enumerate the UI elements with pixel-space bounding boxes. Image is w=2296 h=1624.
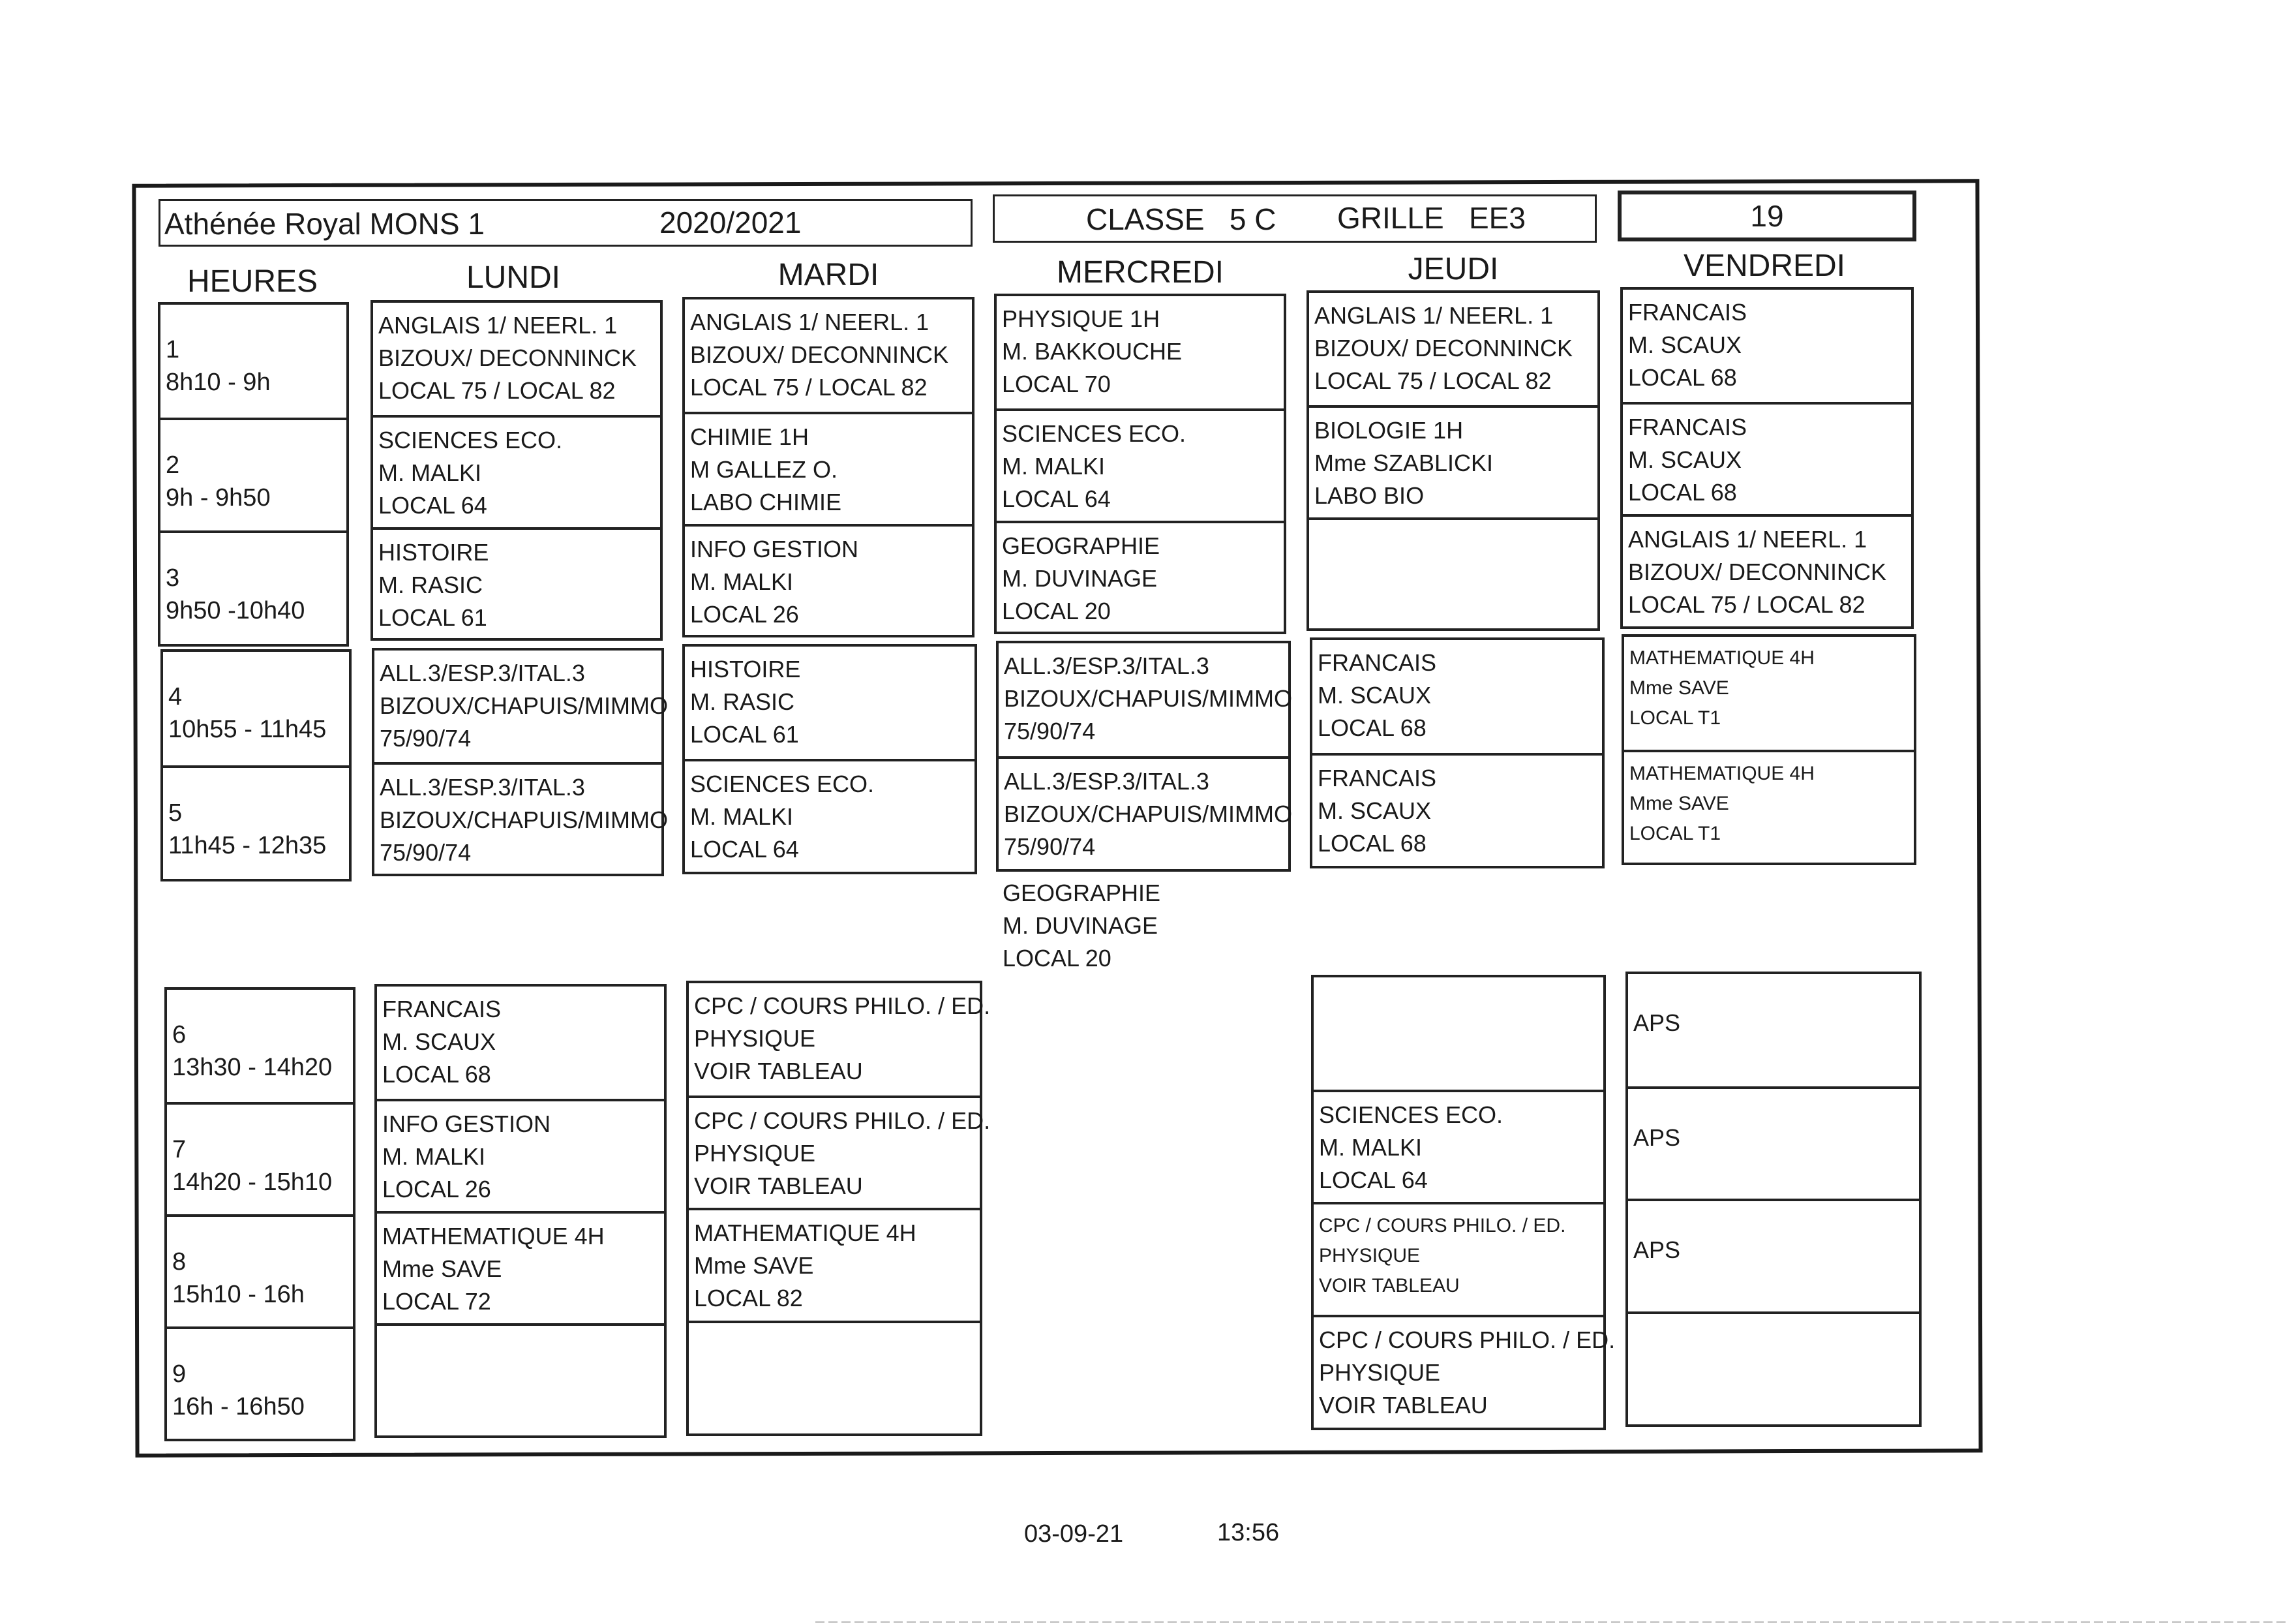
course-subject: ALL.3/ESP.3/ITAL.3 — [1004, 652, 1209, 679]
course-subject: SCIENCES ECO. — [1319, 1101, 1503, 1128]
course-subject: ANGLAIS 1/ NEERL. 1 — [690, 309, 929, 335]
course-teacher: PHYSIQUE — [694, 1025, 816, 1052]
hour-cell — [167, 1214, 353, 1326]
heading-mardi: MARDI — [778, 258, 879, 292]
vendredi-morning-block-2 — [1622, 634, 1916, 865]
hour-cell — [160, 530, 346, 641]
course-subject: HISTOIRE — [378, 539, 489, 566]
course-room: LABO CHIMIE — [690, 489, 842, 515]
mercredi-morning-block-1 — [994, 294, 1286, 634]
course-cell — [997, 296, 1284, 408]
course-cell — [373, 415, 660, 527]
course-cell — [1314, 1315, 1616, 1428]
course-cell — [1623, 514, 1911, 626]
lundi-afternoon-block — [374, 984, 667, 1438]
course-subject: INFO GESTION — [690, 536, 859, 562]
school-name: Athénée Royal MONS 1 — [164, 207, 485, 241]
course-cell — [689, 983, 991, 1095]
course-teacher: M. MALKI — [690, 803, 794, 830]
course-room: LOCAL 64 — [378, 492, 487, 519]
course-subject: INFO GESTION — [382, 1111, 551, 1137]
course-subject: APS — [1633, 1236, 1681, 1263]
course-subject: BIOLOGIE 1H — [1314, 417, 1464, 444]
mardi-morning-block-1 — [682, 297, 974, 637]
course-cell — [997, 521, 1284, 632]
course-subject: APS — [1633, 1009, 1681, 1036]
course-cell — [1628, 1199, 1919, 1311]
course-room: VOIR TABLEAU — [1319, 1392, 1488, 1418]
empty-cell — [1628, 1311, 1919, 1424]
school-year: 2020/2021 — [659, 206, 802, 239]
course-subject: FRANCAIS — [1628, 414, 1747, 440]
course-subject: CPC / COURS PHILO. / ED. — [1319, 1215, 1566, 1236]
period-time: 9h - 9h50 — [166, 484, 271, 512]
course-room: LOCAL 26 — [690, 601, 799, 628]
period-number: 4 — [168, 683, 183, 711]
course-room: LOCAL 68 — [1628, 364, 1737, 391]
course-room: LOCAL 82 — [694, 1285, 803, 1311]
course-cell — [373, 303, 660, 415]
period-number: 3 — [166, 564, 180, 592]
period-number: 8 — [172, 1248, 187, 1276]
hour-cell — [160, 418, 346, 530]
course-cell — [1623, 402, 1911, 514]
course-room: LOCAL 61 — [378, 604, 487, 631]
period-number: 1 — [166, 336, 180, 363]
hour-cell — [167, 1102, 353, 1214]
course-subject: ANGLAIS 1/ NEERL. 1 — [378, 312, 618, 339]
hour-cell — [160, 305, 346, 418]
course-subject: APS — [1633, 1124, 1681, 1151]
course-subject: ALL.3/ESP.3/ITAL.3 — [380, 774, 585, 801]
course-room: LOCAL 75 / LOCAL 82 — [378, 377, 616, 404]
course-teacher: Mme SAVE — [382, 1255, 502, 1282]
course-room: LOCAL 68 — [1318, 714, 1427, 741]
course-subject: ALL.3/ESP.3/ITAL.3 — [1004, 768, 1209, 795]
course-cell — [999, 756, 1293, 869]
course-teacher: M GALLEZ O. — [690, 456, 838, 483]
page-number: 19 — [1750, 199, 1784, 233]
course-cell — [373, 527, 660, 638]
course-teacher: M. SCAUX — [1318, 682, 1432, 709]
hour-cell — [167, 990, 353, 1102]
period-number: 9 — [172, 1360, 187, 1388]
course-teacher: Mme SAVE — [694, 1252, 814, 1279]
course-cell — [377, 1211, 664, 1323]
heading-vendredi: VENDREDI — [1683, 249, 1846, 283]
course-teacher: M. MALKI — [690, 568, 794, 595]
course-room: LOCAL 20 — [1002, 598, 1111, 624]
course-room: VOIR TABLEAU — [1319, 1275, 1460, 1296]
course-teacher: M. RASIC — [690, 688, 795, 715]
course-teacher: M. MALKI — [1002, 453, 1106, 480]
mercredi-morning-block-2 — [996, 641, 1291, 872]
course-subject: ANGLAIS 1/ NEERL. 1 — [1314, 302, 1554, 329]
course-teacher: M. SCAUX — [382, 1028, 496, 1055]
course-room: VOIR TABLEAU — [694, 1172, 863, 1199]
course-teacher: PHYSIQUE — [694, 1140, 816, 1167]
period-time: 16h - 16h50 — [172, 1393, 305, 1420]
course-cell — [685, 412, 972, 524]
course-room: 75/90/74 — [1004, 718, 1096, 744]
course-teacher: PHYSIQUE — [1319, 1359, 1441, 1386]
course-teacher: M. SCAUX — [1318, 797, 1432, 824]
course-subject: FRANCAIS — [1628, 299, 1747, 326]
course-cell — [685, 299, 972, 412]
course-room: LOCAL 68 — [1628, 479, 1737, 506]
course-teacher: BIZOUX/ DECONNINCK — [378, 345, 637, 371]
course-room: LOCAL 70 — [1002, 371, 1111, 397]
period-time: 11h45 - 12h35 — [168, 832, 327, 859]
course-subject: GEOGRAPHIE — [1003, 880, 1161, 906]
course-cell — [1628, 974, 1919, 1086]
course-teacher: M. MALKI — [382, 1143, 486, 1170]
course-room: LOCAL 75 / LOCAL 82 — [690, 374, 928, 401]
hour-cell — [163, 652, 349, 765]
period-time: 13h30 - 14h20 — [172, 1054, 333, 1081]
course-teacher: BIZOUX/CHAPUIS/MIMMO — [1004, 801, 1293, 827]
period-number: 6 — [172, 1021, 187, 1049]
course-room: LOCAL 75 / LOCAL 82 — [1628, 591, 1865, 618]
mardi-morning-block-2 — [682, 644, 977, 874]
school-header-box — [159, 199, 973, 247]
heading-jeudi: JEUDI — [1408, 252, 1499, 286]
jeudi-morning-block-2 — [1310, 637, 1605, 868]
period-number: 5 — [168, 799, 183, 827]
course-cell — [1312, 640, 1602, 753]
course-subject: ANGLAIS 1/ NEERL. 1 — [1628, 526, 1867, 553]
course-subject: MATHEMATIQUE 4H — [1629, 763, 1815, 784]
course-cell — [685, 759, 974, 872]
course-cell — [1628, 1086, 1919, 1199]
print-date: 03-09-21 — [1024, 1520, 1124, 1548]
course-subject: MATHEMATIQUE 4H — [1629, 647, 1815, 669]
heading-mercredi: MERCREDI — [1056, 255, 1224, 290]
course-room: LOCAL 64 — [1002, 485, 1111, 512]
course-cell — [997, 408, 1284, 521]
course-teacher: M. SCAUX — [1628, 446, 1742, 473]
hours-block-afternoon — [164, 987, 355, 1441]
empty-cell — [377, 1323, 664, 1435]
lundi-morning-block-2 — [372, 648, 669, 876]
course-teacher: Mme SAVE — [1629, 793, 1729, 814]
empty-cell — [1314, 977, 1603, 1090]
course-teacher: BIZOUX/CHAPUIS/MIMMO — [380, 692, 669, 719]
course-room: LOCAL T1 — [1629, 707, 1721, 729]
course-teacher: BIZOUX/CHAPUIS/MIMMO — [380, 806, 669, 833]
course-teacher: M. RASIC — [378, 572, 483, 598]
course-cell — [689, 1208, 980, 1321]
course-teacher: Mme SZABLICKI — [1314, 450, 1494, 476]
course-cell — [1312, 753, 1602, 866]
course-cell — [1624, 750, 1914, 863]
course-subject: SCIENCES ECO. — [690, 771, 875, 797]
course-teacher: M. DUVINAGE — [1003, 912, 1158, 939]
page-number-box — [1618, 191, 1916, 241]
course-subject: MATHEMATIQUE 4H — [382, 1223, 605, 1249]
class-header-box — [993, 194, 1597, 243]
mercredi-extra-note — [1003, 877, 1160, 975]
period-time: 10h55 - 11h45 — [168, 716, 327, 743]
course-cell — [1623, 290, 1911, 402]
jeudi-morning-block-1 — [1307, 290, 1600, 631]
course-teacher: M. MALKI — [378, 459, 482, 486]
vendredi-morning-block-1 — [1620, 287, 1914, 629]
course-cell — [685, 647, 974, 759]
course-subject: HISTOIRE — [690, 656, 801, 682]
mardi-afternoon-block — [686, 981, 991, 1436]
course-cell — [374, 762, 669, 874]
course-cell — [374, 651, 669, 762]
course-cell — [1309, 405, 1597, 517]
course-subject: CPC / COURS PHILO. / ED. — [1319, 1326, 1616, 1353]
heading-heures: HEURES — [187, 264, 318, 299]
course-room: LOCAL 20 — [1003, 945, 1111, 972]
course-room: LOCAL 61 — [690, 721, 799, 748]
course-room: LOCAL 75 / LOCAL 82 — [1314, 367, 1552, 394]
empty-cell — [1309, 517, 1597, 628]
course-room: LOCAL 26 — [382, 1176, 491, 1203]
course-subject: CHIMIE 1H — [690, 423, 809, 450]
course-teacher: M. MALKI — [1319, 1134, 1423, 1161]
course-teacher: PHYSIQUE — [1319, 1245, 1421, 1266]
course-subject: GEOGRAPHIE — [1002, 532, 1160, 559]
course-room: LOCAL 72 — [382, 1288, 491, 1315]
course-cell — [377, 1099, 664, 1211]
grid-label: GRILLE EE3 — [1337, 201, 1526, 235]
period-time: 14h20 - 15h10 — [172, 1169, 333, 1196]
hours-block-morning-1 — [158, 302, 349, 647]
hour-cell — [167, 1326, 353, 1439]
course-teacher: BIZOUX/ DECONNINCK — [1628, 559, 1887, 585]
lundi-morning-block-1 — [370, 300, 663, 641]
course-subject: CPC / COURS PHILO. / ED. — [694, 1107, 991, 1134]
course-room: 75/90/74 — [1004, 833, 1096, 860]
course-teacher: BIZOUX/ DECONNINCK — [1314, 335, 1573, 361]
course-subject: FRANCAIS — [382, 996, 502, 1022]
course-room: LOCAL 68 — [382, 1061, 491, 1088]
period-time: 9h50 -10h40 — [166, 597, 305, 624]
period-time: 15h10 - 16h — [172, 1281, 305, 1308]
course-teacher: BIZOUX/ DECONNINCK — [690, 341, 949, 368]
course-subject: SCIENCES ECO. — [378, 427, 563, 453]
course-subject: FRANCAIS — [1318, 649, 1437, 676]
period-number: 7 — [172, 1136, 187, 1163]
course-room: LOCAL 68 — [1318, 830, 1427, 857]
course-room: VOIR TABLEAU — [694, 1058, 863, 1084]
course-cell — [999, 643, 1293, 756]
course-teacher: Mme SAVE — [1629, 677, 1729, 699]
course-cell — [377, 987, 664, 1099]
course-teacher: M. BAKKOUCHE — [1002, 338, 1183, 365]
course-room: 75/90/74 — [380, 725, 472, 752]
course-teacher: BIZOUX/CHAPUIS/MIMMO — [1004, 685, 1293, 712]
course-cell — [1309, 293, 1597, 405]
course-room: LOCAL T1 — [1629, 823, 1721, 844]
hours-block-morning-2 — [160, 649, 352, 881]
print-time: 13:56 — [1217, 1519, 1280, 1546]
course-cell — [1314, 1202, 1603, 1315]
jeudi-afternoon-block — [1311, 975, 1616, 1430]
course-subject: CPC / COURS PHILO. / ED. — [694, 992, 991, 1019]
course-room: LOCAL 64 — [1319, 1167, 1428, 1193]
period-time: 8h10 - 9h — [166, 369, 271, 396]
course-room: LABO BIO — [1314, 482, 1425, 509]
course-teacher: M. DUVINAGE — [1002, 565, 1158, 592]
course-cell — [685, 524, 972, 635]
period-number: 2 — [166, 452, 180, 479]
course-teacher: M. SCAUX — [1628, 331, 1742, 358]
course-subject: MATHEMATIQUE 4H — [694, 1219, 916, 1246]
hour-cell — [163, 765, 349, 879]
course-subject: SCIENCES ECO. — [1002, 420, 1186, 447]
course-cell — [1624, 637, 1914, 750]
course-room: 75/90/74 — [380, 839, 472, 866]
course-cell — [1314, 1090, 1603, 1202]
scan-edge-line — [815, 1620, 2289, 1624]
course-subject: ALL.3/ESP.3/ITAL.3 — [380, 660, 585, 686]
class-label: CLASSE 5 C — [1086, 202, 1276, 236]
course-cell — [689, 1095, 991, 1208]
course-subject: FRANCAIS — [1318, 765, 1437, 791]
empty-cell — [689, 1321, 980, 1433]
course-subject: PHYSIQUE 1H — [1002, 305, 1160, 332]
course-room: LOCAL 64 — [690, 836, 799, 863]
vendredi-afternoon-block — [1625, 972, 1922, 1427]
heading-lundi: LUNDI — [466, 260, 561, 295]
